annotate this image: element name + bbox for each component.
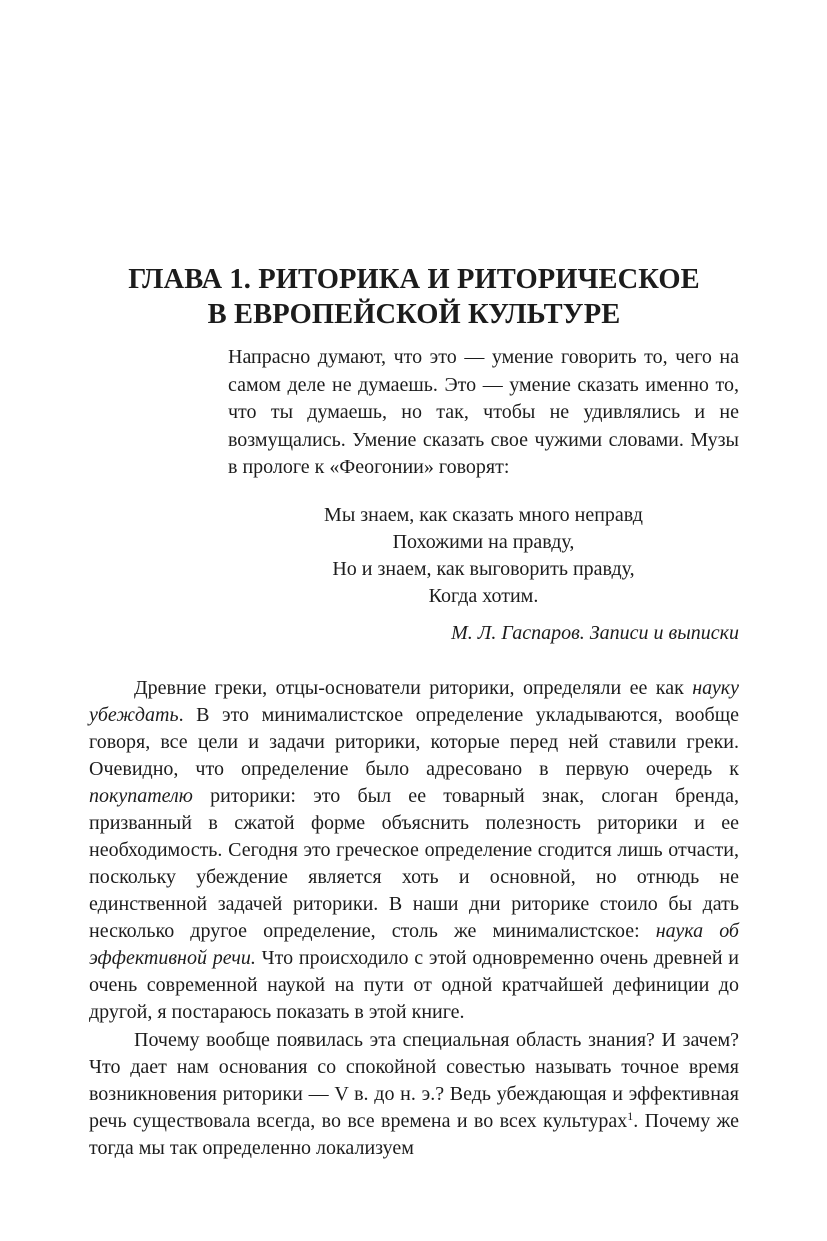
epigraph-text: Напрасно думают, что это — умение говорить то, чего на самом деле не думаешь. Это — умение сказать именно то, что ты думаешь, но так, чтобы не удивлялись и не возмущались. Умение сказать свое чужими словами. Музы в прологе к «Феогонии» говорят:	[228, 346, 739, 478]
footnote-marker[interactable]: 1	[627, 1109, 634, 1123]
poem-line: Мы знаем, как сказать много неправд	[324, 503, 643, 526]
epigraph	[228, 344, 739, 647]
paragraph-2	[89, 1027, 739, 1162]
text-run: Почему вообще появилась эта специальная область знания? И зачем? Что дает нам основания со спокойной совестью называть точное время возникновения риторики — V в. до н. э.? Ведь убеждающая и эффективная речь существовала всегда, во все времена и во всех культурах	[89, 1029, 739, 1132]
book-page	[89, 262, 739, 1162]
text-run: Что происходило с этой одновременно очень древней и очень современной наукой на пути от одной кратчайшей дефиниции до другой, я постараюсь показать в этой книге.	[89, 947, 740, 1023]
italic-term: наука об эффективной речи.	[89, 920, 739, 969]
italic-term: покупателю	[89, 785, 193, 807]
poem-line: Но и знаем, как выговорить правду,	[332, 557, 635, 580]
paragraph-1	[89, 675, 739, 1026]
chapter-title-line-1: ГЛАВА 1. РИТОРИКА И РИТОРИЧЕСКОЕ	[128, 264, 700, 295]
italic-term: науку убеждать	[89, 677, 739, 726]
poem-line: Похожими на правду,	[392, 530, 575, 553]
body-text	[89, 675, 739, 1162]
poem-line: Когда хотим.	[428, 584, 539, 607]
chapter-title-line-2: В ЕВРОПЕЙСКОЙ КУЛЬТУРЕ	[207, 299, 621, 330]
text-run: Древние греки, отцы-основатели риторики, определяли ее как	[134, 677, 693, 699]
epigraph-poem	[228, 502, 739, 610]
text-run: . В это минималистское определение укладываются, вообще говоря, все цели и задачи риторики, которые перед ней ставили греки. Очевидно, что определение было адресовано в первую очередь к	[89, 704, 739, 780]
text-run: риторики: это был ее товарный знак, слоган бренда, призванный в сжатой форме объяснить полезность риторики и ее необходимость. Сегодня это греческое определение сгодится лишь отчасти, поскольку убеждение является хоть и основной, но отнюдь не единственной задачей риторики. В наши дни риторике стоило бы дать несколько другое определение, столь же минималистское:	[89, 785, 739, 942]
text-run: . Почему же тогда мы так определенно локализуем	[89, 1110, 739, 1159]
epigraph-attribution: М. Л. Гаспаров. Записи и выписки	[451, 621, 739, 644]
chapter-title	[89, 262, 739, 332]
